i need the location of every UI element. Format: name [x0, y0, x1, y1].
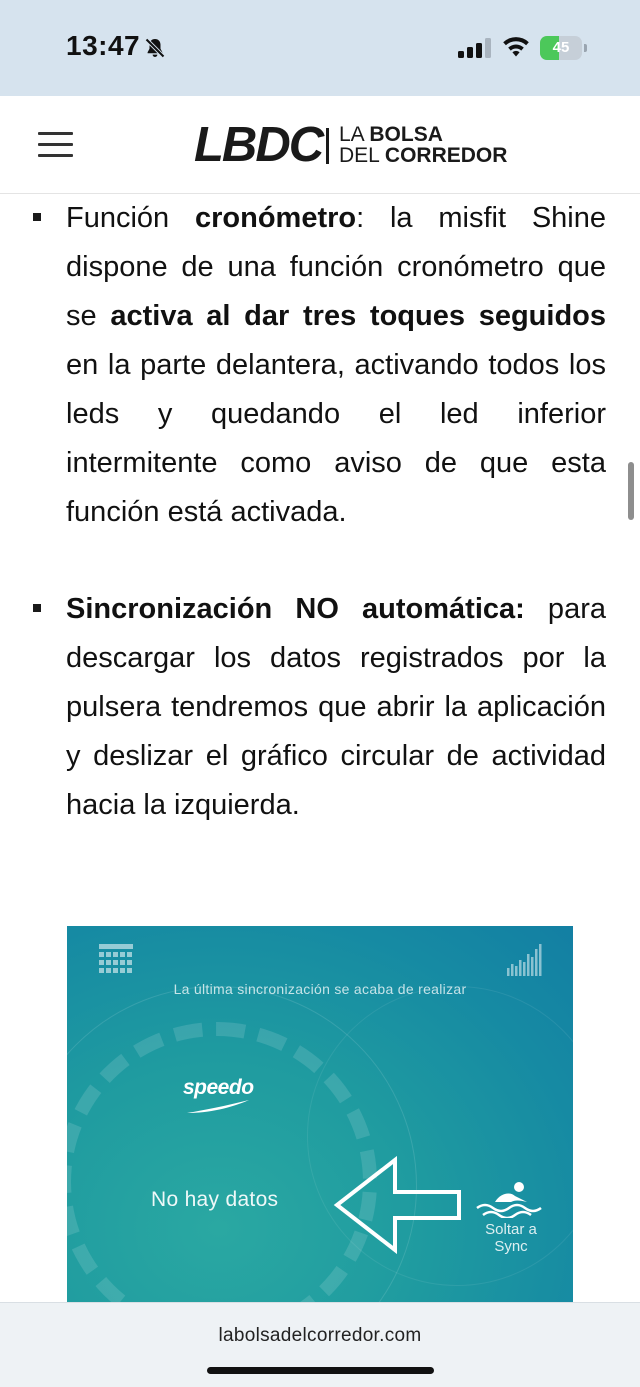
list-item-sync: Sincronización NO automática: para descargar los datos registrados por la pulsera tendremos que abrir la aplicación y deslizar el gráfico circular de actividad hacia la izquierda.: [66, 593, 606, 821]
no-data-label: No hay datos: [151, 1188, 279, 1211]
status-bar: [0, 0, 640, 96]
site-header: [0, 96, 640, 194]
browser-url-bar[interactable]: [0, 1302, 640, 1387]
bold-triple-tap: activa al dar tres toques seguidos: [110, 300, 606, 332]
logo-corredor: CORREDOR: [384, 144, 508, 167]
logo-mark: LBDC: [194, 118, 323, 172]
url-text[interactable]: labolsadelcorredor.com: [218, 1325, 422, 1346]
bar-chart-icon: [507, 944, 543, 976]
list-bullet: [33, 604, 41, 612]
cellular-signal-icon: [458, 38, 492, 58]
logo-del: DEL: [339, 144, 380, 167]
calendar-icon: [99, 944, 133, 976]
swimmer-icon: [475, 1178, 547, 1218]
wifi-icon: [501, 35, 531, 59]
page-scrollbar[interactable]: [628, 462, 634, 520]
speedo-logo: speedo: [183, 1076, 265, 1118]
list-item-stopwatch: Función cronómetro: la misfit Shine dispone de una función cronómetro que se activa al dar tres toques seguidos en la parte delantera, activando todos los leds y quedando el led inferior intermitente como aviso de que esta función está activada.: [66, 202, 606, 528]
list-bullet: [33, 213, 41, 221]
status-time: 13:47: [66, 30, 141, 61]
site-logo[interactable]: [194, 118, 508, 172]
logo-bolsa: BOLSA: [369, 123, 443, 146]
logo-la: LA: [339, 123, 364, 146]
bell-slash-icon: [143, 36, 167, 60]
battery-percentage: 45: [552, 39, 570, 56]
hamburger-menu-icon[interactable]: [38, 132, 74, 158]
bold-stopwatch: cronómetro: [194, 202, 357, 234]
logo-divider: [326, 128, 329, 164]
left-arrow-icon[interactable]: [333, 1156, 463, 1254]
sync-message: La última sincronización se acaba de realizar: [173, 981, 467, 997]
bold-sync: Sincronización NO automática:: [66, 593, 525, 625]
release-to-sync-label: Soltar a Sync: [485, 1221, 537, 1255]
logo-line-2: [339, 145, 507, 167]
home-indicator[interactable]: [207, 1367, 434, 1374]
battery-charging-icon: [540, 36, 588, 60]
logo-line-1: [339, 124, 443, 146]
article-image-speedo-app: [67, 926, 573, 1304]
